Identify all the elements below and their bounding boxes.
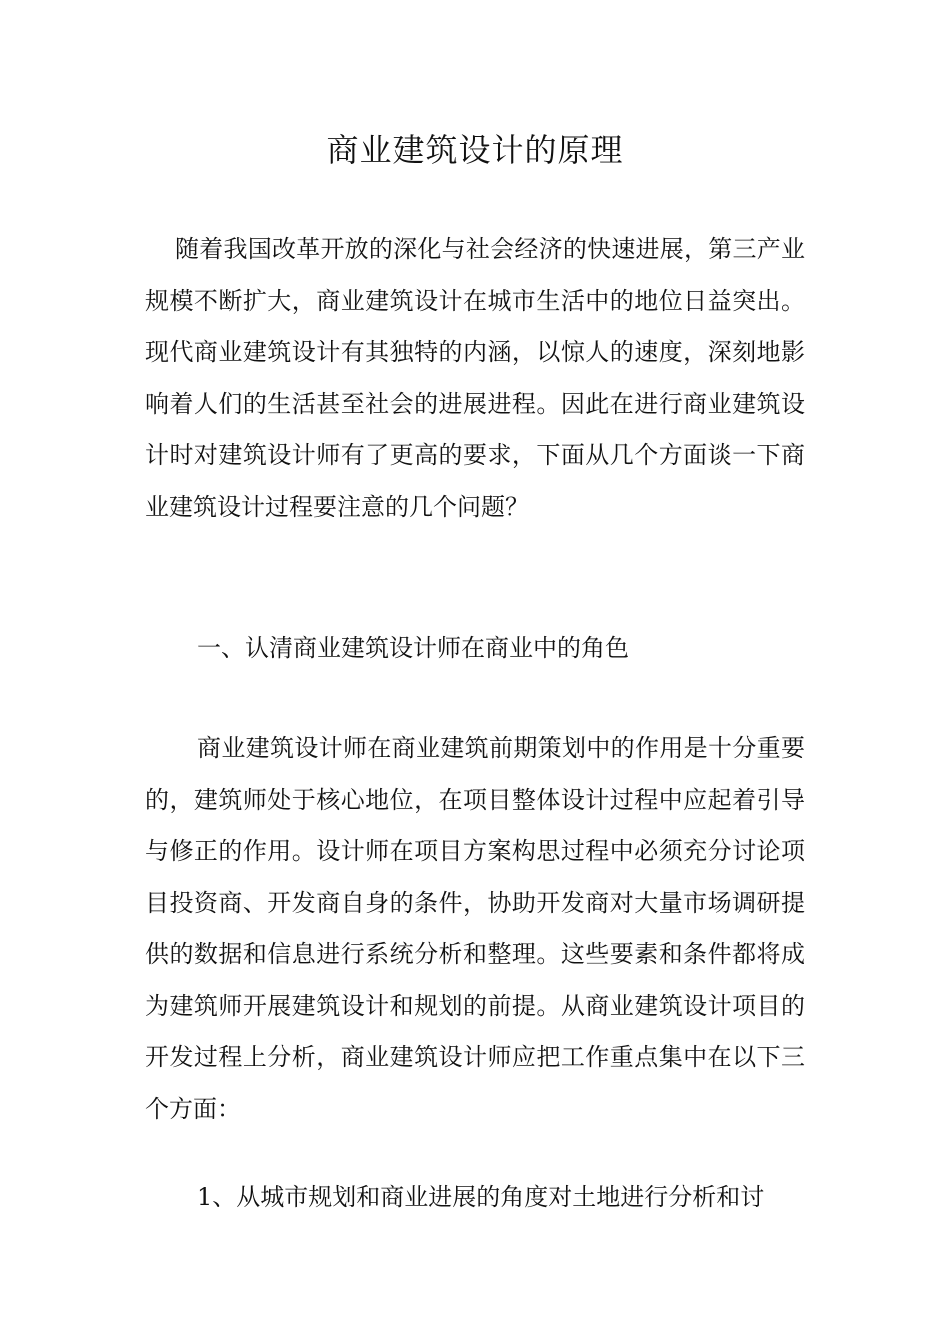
intro-paragraph: 随着我国改革开放的深化与社会经济的快速进展，第三产业规模不断扩大，商业建筑设计在城市生活中的地位日益突出。现代商业建筑设计有其独特的内涵，以惊人的速度，深刻地影响着人们的生活甚至社会的进展进程。因此在进行商业建筑设计时对建筑设计师有了更高的要求，下面从几个方面谈一下商业建筑设计过程要注意的几个问题？ [145,235,805,521]
list-item-1: 1、从城市规划和商业进展的角度对土地进行分析和讨 [197,1183,765,1211]
document-title: 商业建筑设计的原理 [326,131,624,169]
section-body-paragraph: 商业建筑设计师在商业建筑前期策划中的作用是十分重要的，建筑师处于核心地位，在项目整体设计过程中应起着引导与修正的作用。设计师在项目方案构思过程中必须充分讨论项目投资商、开发商自身的条件，协助开发商对大量市场调研提供的数据和信息进行系统分析和整理。这些要素和条件都将成为建筑师开展建筑设计和规划的前提。从商业建筑设计项目的开发过程上分析，商业建筑设计师应把工作重点集中在以下三个方面： [145,734,805,1123]
section-heading: 一、认清商业建筑设计师在商业中的角色 [197,634,629,662]
